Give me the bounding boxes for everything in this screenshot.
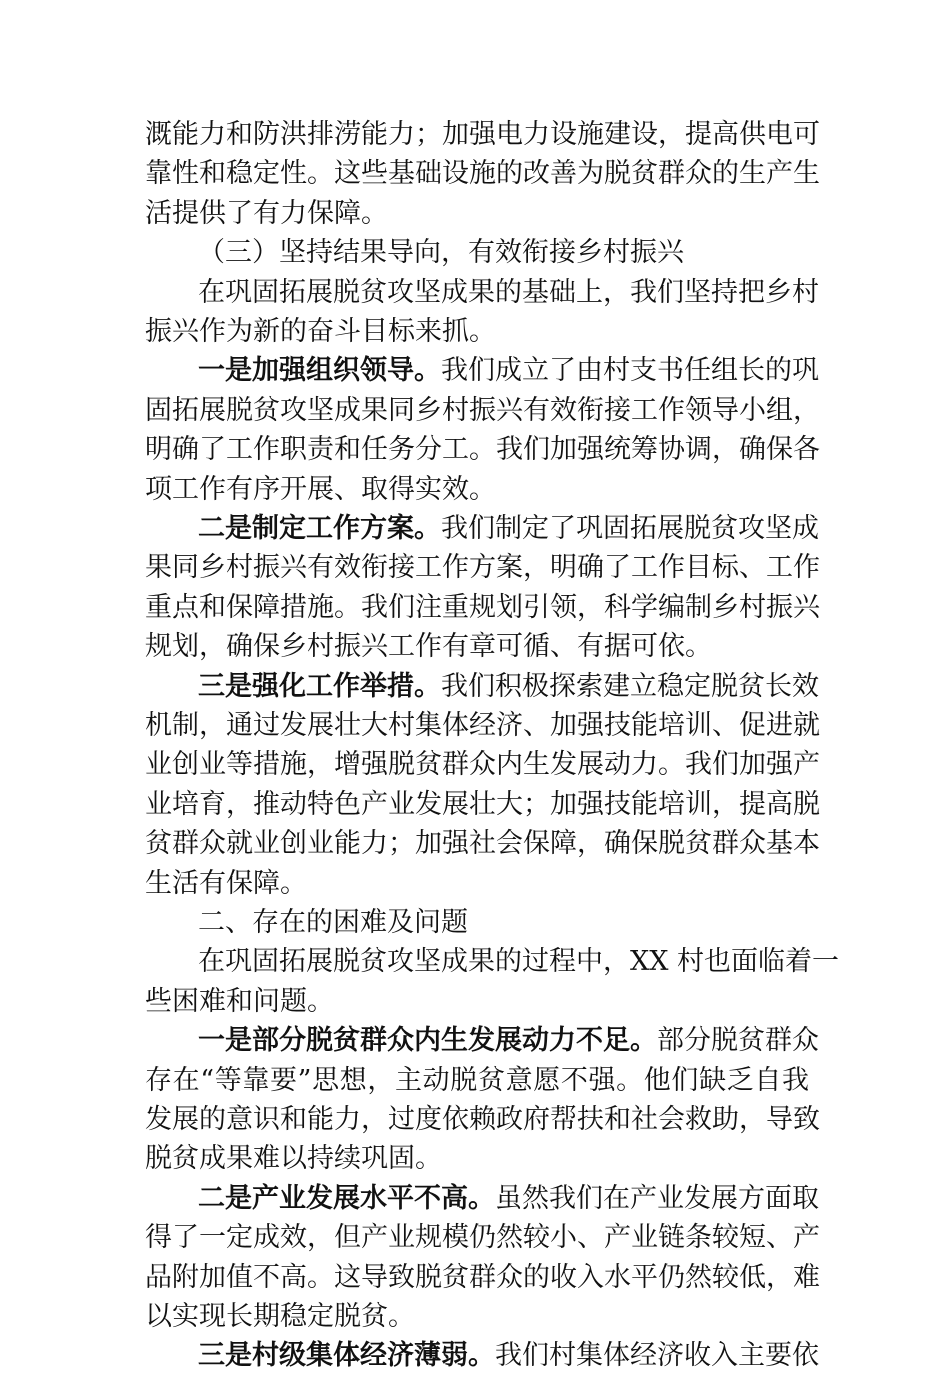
- paragraph-text: 我们制定了巩固拓展脱贫攻坚成: [441, 513, 819, 544]
- paragraph-line: 发展的意识和能力，过度依赖政府帮扶和社会救助，导致: [145, 1104, 820, 1135]
- paragraph-line: 存在“等靠要”思想，主动脱贫意愿不强。他们缺乏自我: [145, 1064, 809, 1096]
- bold-lead: 一是部分脱贫群众内生发展动力不足。: [198, 1025, 657, 1057]
- section-subheading: （三）坚持结果导向，有效衔接乡村振兴: [198, 237, 684, 269]
- paragraph-text: 我们积极探索建立稳定脱贫长效: [441, 670, 819, 702]
- paragraph-line: 固拓展脱贫攻坚成果同乡村振兴有效衔接工作领导小组，: [145, 394, 820, 426]
- paragraph-text: 我们村集体经济收入主要依: [495, 1340, 819, 1372]
- paragraph-line: 振兴作为新的奋斗目标来抓。: [145, 316, 496, 347]
- paragraph-line: 重点和保障措施。我们注重规划引领，科学编制乡村振兴: [145, 591, 820, 623]
- paragraph-line: 规划，确保乡村振兴工作有章可循、有据可依。: [145, 631, 712, 663]
- paragraph-line: 贫群众就业创业能力；加强社会保障，确保脱贫群众基本: [145, 828, 820, 860]
- paragraph-line: 溉能力和防洪排涝能力；加强电力设施建设，提高供电可: [145, 119, 820, 150]
- paragraph-line: 业创业等措施，增强脱贫群众内生发展动力。我们加强产: [145, 749, 820, 781]
- paragraph-line: 业培育，推动特色产业发展壮大；加强技能培训，提高脱: [145, 788, 820, 820]
- paragraph-line: [198, 1336, 819, 1376]
- bold-lead: 一是加强组织领导。: [198, 355, 441, 387]
- paragraph-text: 我们成立了由村支书任组长的巩: [441, 355, 819, 387]
- paragraph-line: 些困难和问题。: [145, 985, 334, 1017]
- paragraph-line: [198, 351, 819, 391]
- paragraph-line: [198, 667, 819, 707]
- paragraph-line: 靠性和稳定性。这些基础设施的改善为脱贫群众的生产生: [145, 158, 820, 190]
- paragraph-line: 以实现长期稳定脱贫。: [145, 1301, 415, 1332]
- bold-lead: 二是产业发展水平不高。: [198, 1182, 495, 1214]
- paragraph-line: 明确了工作职责和任务分工。我们加强统筹协调，确保各: [145, 434, 820, 466]
- paragraph-line: 脱贫成果难以持续巩固。: [145, 1143, 442, 1175]
- bold-lead: 三是村级集体经济薄弱。: [198, 1340, 495, 1372]
- paragraph-line: 在巩固拓展脱贫攻坚成果的过程中，XX 村也面临着一: [198, 946, 840, 978]
- paragraph-text: 部分脱贫群众: [657, 1025, 819, 1057]
- paragraph-line: 活提供了有力保障。: [145, 197, 388, 229]
- paragraph-line: 果同乡村振兴有效衔接工作方案，明确了工作目标、工作: [145, 552, 820, 584]
- paragraph-line: [198, 509, 819, 549]
- paragraph-line: 项工作有序开展、取得实效。: [145, 473, 496, 505]
- bold-lead: 二是制定工作方案。: [198, 513, 441, 544]
- paragraph-text: 虽然我们在产业发展方面取: [495, 1182, 819, 1214]
- paragraph-line: 得了一定成效，但产业规模仍然较小、产业链条较短、产: [145, 1222, 820, 1254]
- paragraph-line: 机制，通过发展壮大村集体经济、加强技能培训、促进就: [145, 710, 820, 741]
- paragraph-line: [198, 1179, 819, 1219]
- paragraph-line: 品附加值不高。这导致脱贫群众的收入水平仍然较低，难: [145, 1261, 820, 1293]
- paragraph-line: 生活有保障。: [145, 867, 307, 899]
- bold-lead: 三是强化工作举措。: [198, 670, 441, 702]
- paragraph-line: 在巩固拓展脱贫攻坚成果的基础上，我们坚持把乡村: [198, 276, 819, 308]
- section-heading: 二、存在的困难及问题: [198, 907, 468, 938]
- paragraph-line: [198, 1021, 819, 1061]
